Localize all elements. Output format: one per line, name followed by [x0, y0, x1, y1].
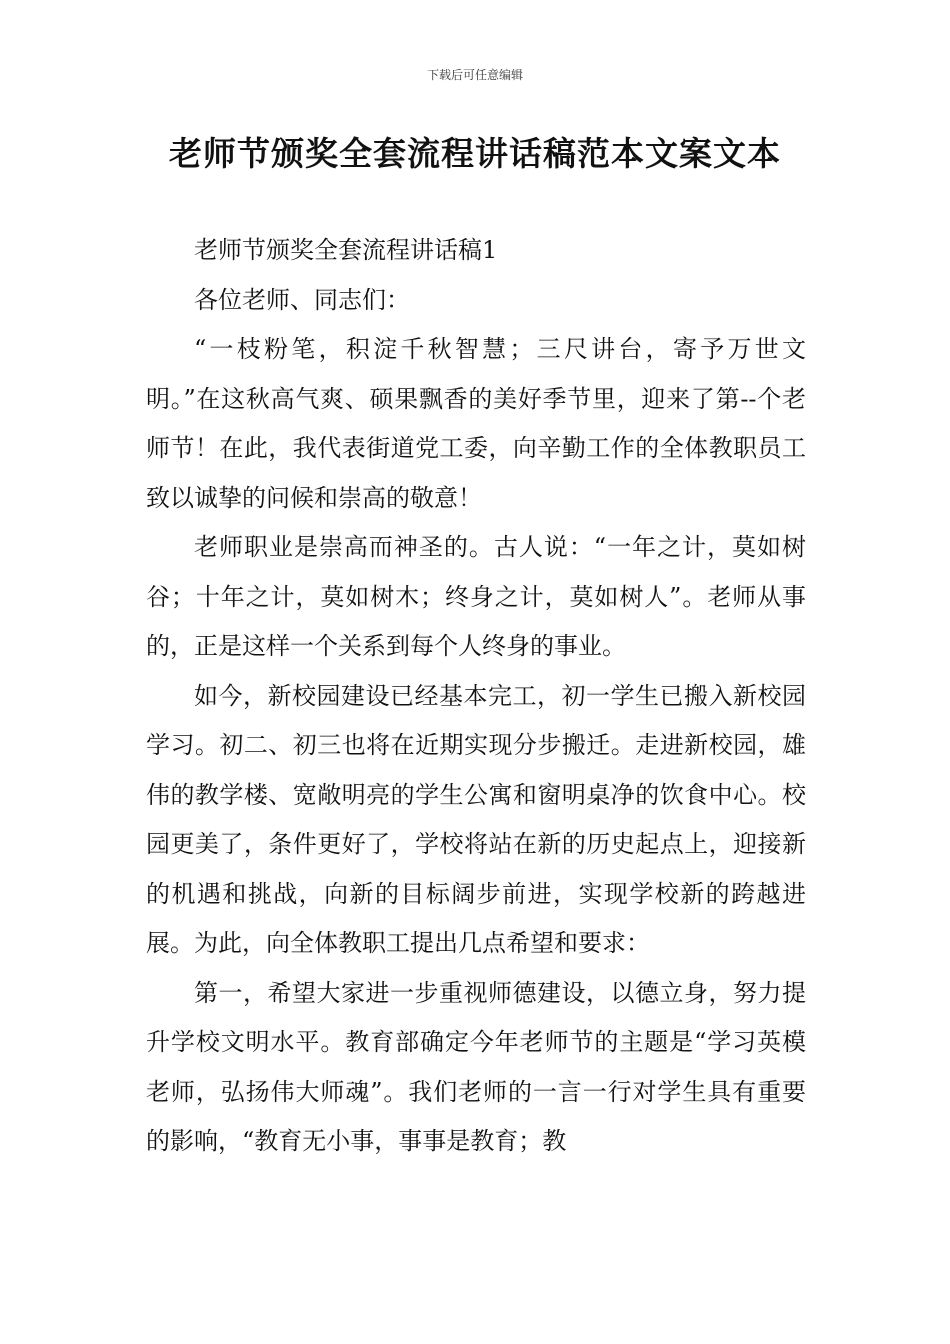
body-paragraph: 如今，新校园建设已经基本完工，初一学生已搬入新校园学习。初二、初三也将在近期实现分步搬迁。走进新校园，雄伟的教学楼、宽敞明亮的学生公寓和窗明桌净的饮食中心。校园更美了，条件更好了，学校将站在新的历史起点上，迎接新的机遇和挑战，向新的目标阔步前进，实现学校新的跨越进展。为此，向全体教职工提出几点希望和要求：	[146, 681, 806, 957]
page-header-note: 下载后可任意编辑	[426, 68, 523, 82]
document-title: 老师节颁奖全套流程讲话稿范本文案文本	[169, 134, 781, 173]
body-paragraph: “一枝粉笔，积淀千秋智慧；三尺讲台，寄予万世文明。”在这秋高气爽、硕果飘香的美好季节里，迎来了第--个老师节！在此，我代表街道党工委，向辛勤工作的全体教职员工致以诚挚的问候和崇高的敬意！	[146, 335, 806, 512]
document-body	[146, 226, 806, 1167]
salutation: 各位老师、同志们：	[194, 285, 410, 314]
body-paragraph: 老师职业是崇高而神圣的。古人说：“一年之计，莫如树谷；十年之计，莫如树木；终身之计，莫如树人”。老师从事的，正是这样一个关系到每个人终身的事业。	[146, 533, 806, 660]
body-paragraph: 第一，希望大家进一步重视师德建设，以德立身，努力提升学校文明水平。教育部确定今年老师节的主题是“学习英模老师，弘扬伟大师魂”。我们老师的一言一行对学生具有重要的影响，“教育无小事，事事是教育；教	[146, 978, 806, 1155]
section-heading: 老师节颁奖全套流程讲话稿1	[194, 236, 498, 264]
